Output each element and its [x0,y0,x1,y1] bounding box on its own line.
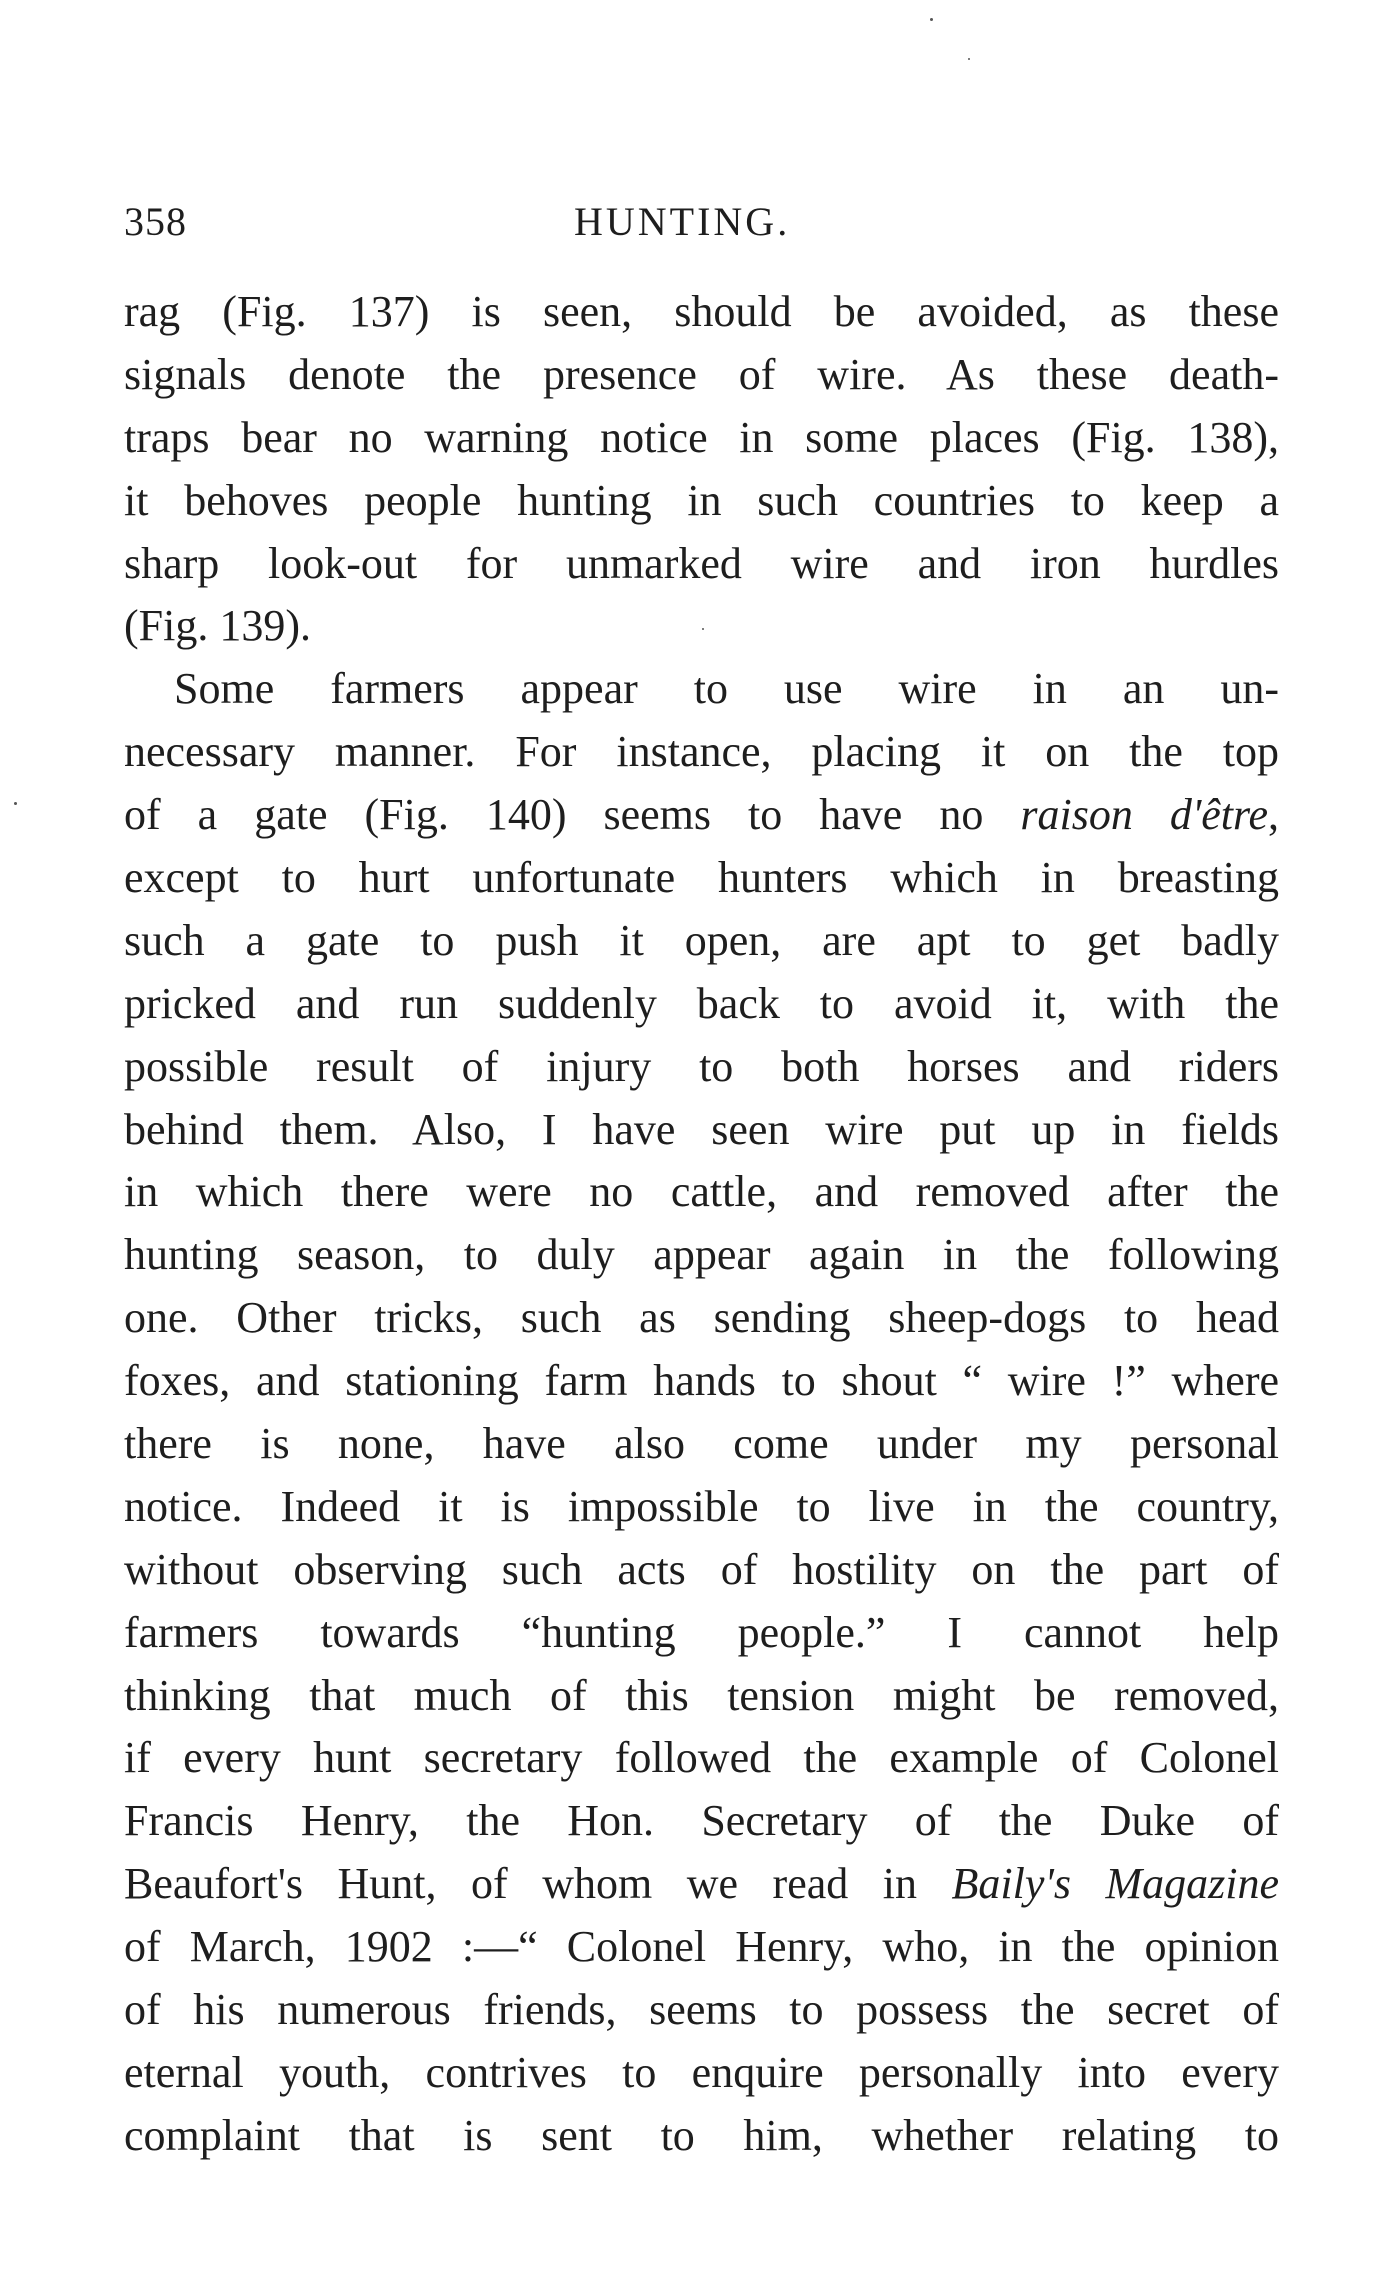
text-line: complaint that is sent to him, whether relating to [124,2110,1279,2160]
text-line: possible result of injury to both horses and riders [124,1041,1279,1091]
text-line: traps bear no warning notice in some places (Fig. 138), [124,412,1279,462]
text-line: of March, 1902 :—“ Colonel Henry, who, in the opinion [124,1922,1279,1972]
scan-speck [930,18,933,21]
scan-speck [14,802,17,805]
text-line: without observing such acts of hostility on the part of [124,1544,1279,1594]
page-number: 358 [124,199,187,244]
text-line: pricked and run suddenly back to avoid it, with the [124,978,1279,1028]
text-line: sharp look-out for unmarked wire and iron hurdles [124,538,1279,588]
italic-phrase: raison d'être [1020,790,1269,840]
text-line: signals denote the presence of wire. As these death- [124,349,1279,399]
text-line: behind them. Also, I have seen wire put up in fields [124,1104,1279,1154]
text-line: such a gate to push it open, are apt to get badly [124,915,1279,965]
text-line: in which there were no cattle, and removed after the [124,1167,1279,1217]
italic-phrase: Baily's Magazine [951,1859,1279,1909]
text-line: if every hunt secretary followed the example of Colonel [124,1733,1279,1783]
text-line: Some farmers appear to use wire in an un- [174,664,1279,714]
page-header [124,198,1279,258]
text-line: there is none, have also come under my personal [124,1419,1279,1469]
scan-speck [702,628,704,630]
text-line: thinking that much of this tension might be removed, [124,1670,1279,1720]
text-line: Francis Henry, the Hon. Secretary of the Duke of [124,1796,1279,1846]
text-line: one. Other tricks, such as sending sheep-dogs to head [124,1293,1279,1343]
text-line: hunting season, to duly appear again in the following [124,1230,1279,1280]
text-line: eternal youth, contrives to enquire personally into every [124,2047,1279,2097]
body-text [124,281,1279,2168]
text-line: notice. Indeed it is impossible to live in the country, [124,1481,1279,1531]
text-line: farmers towards “hunting people.” I cannot help [124,1607,1279,1657]
text-line: necessary manner. For instance, placing it on the top [124,727,1279,777]
text-line: it behoves people hunting in such countries to keep a [124,475,1279,525]
text-line: except to hurt unfortunate hunters which in breasting [124,853,1279,903]
text-line: foxes, and stationing farm hands to shout “ wire !” where [124,1356,1279,1406]
text-line: rag (Fig. 137) is seen, should be avoided, as these [124,287,1279,336]
text-line: Beaufort's Hunt, of whom we read in Baily's Magazine [124,1859,1279,1909]
text-line: (Fig. 139). [124,601,311,651]
text-line: of a gate (Fig. 140) seems to have no raison d'être, [124,790,1279,840]
running-head: HUNTING. [574,199,791,244]
scan-speck [968,58,970,60]
text-line: of his numerous friends, seems to possess the secret of [124,1985,1279,2035]
